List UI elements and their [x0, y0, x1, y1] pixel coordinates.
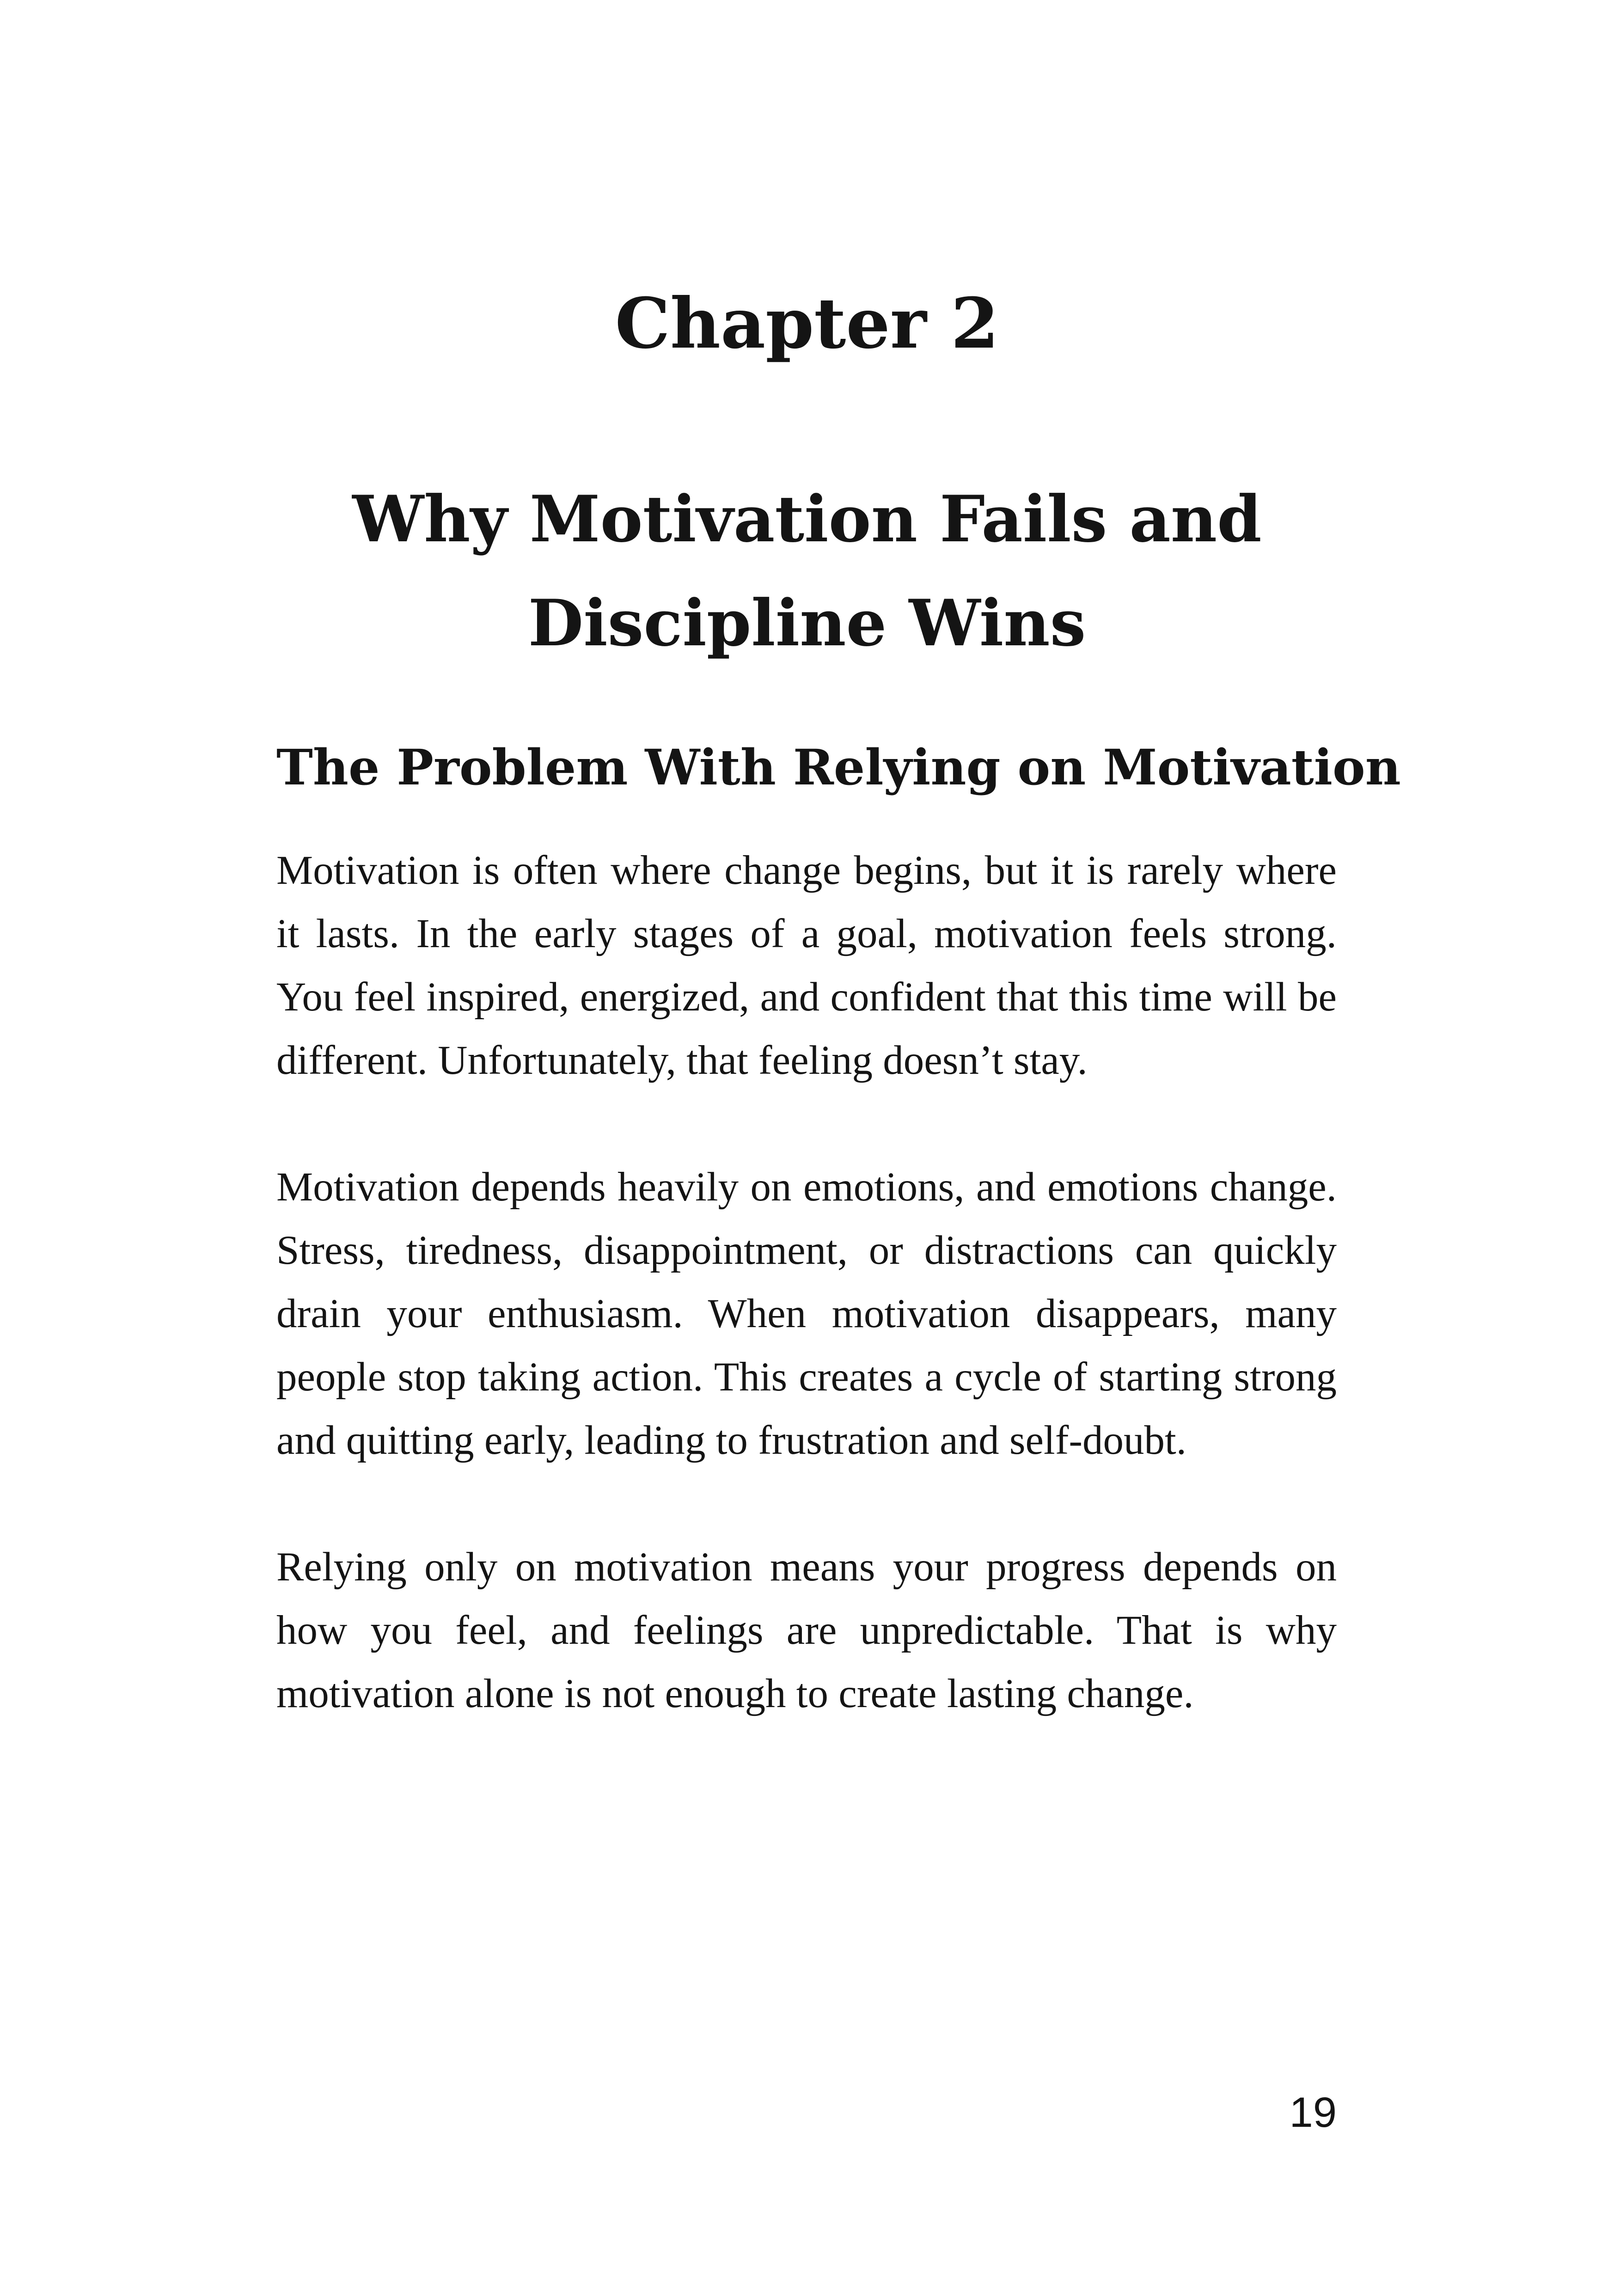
- chapter-title: [0, 467, 1614, 675]
- paragraph-1: Motivation is often where change begins, but it is rarely where it lasts. In the early stages of a goal, motivation feels strong. You feel inspired, energized, and confident that this time will be different. Unfortunately, that feeling doesn’t stay.: [276, 848, 1337, 1083]
- paragraph-2: Motivation depends heavily on emotions, and emotions change. Stress, tiredness, disappointment, or distractions can quickly drain your enthusiasm. When motivation disappears, many people stop taking action. This creates a cycle of starting strong and quitting early, leading to frustration and self-doubt.: [276, 1164, 1337, 1463]
- chapter-title-line-2: Discipline Wins: [528, 585, 1086, 661]
- section-heading: The Problem With Relying on Motivation: [276, 738, 1401, 796]
- body-text: [276, 839, 1337, 1726]
- paragraph-3: Relying only on motivation means your progress depends on how you feel, and feelings are unpredictable. That is why motivation alone is not enough to create lasting change.: [276, 1544, 1337, 1716]
- chapter-number: Chapter 2: [615, 283, 999, 364]
- chapter-title-line-1: Why Motivation Fails and: [352, 481, 1262, 557]
- page-number: 19: [1289, 2089, 1337, 2136]
